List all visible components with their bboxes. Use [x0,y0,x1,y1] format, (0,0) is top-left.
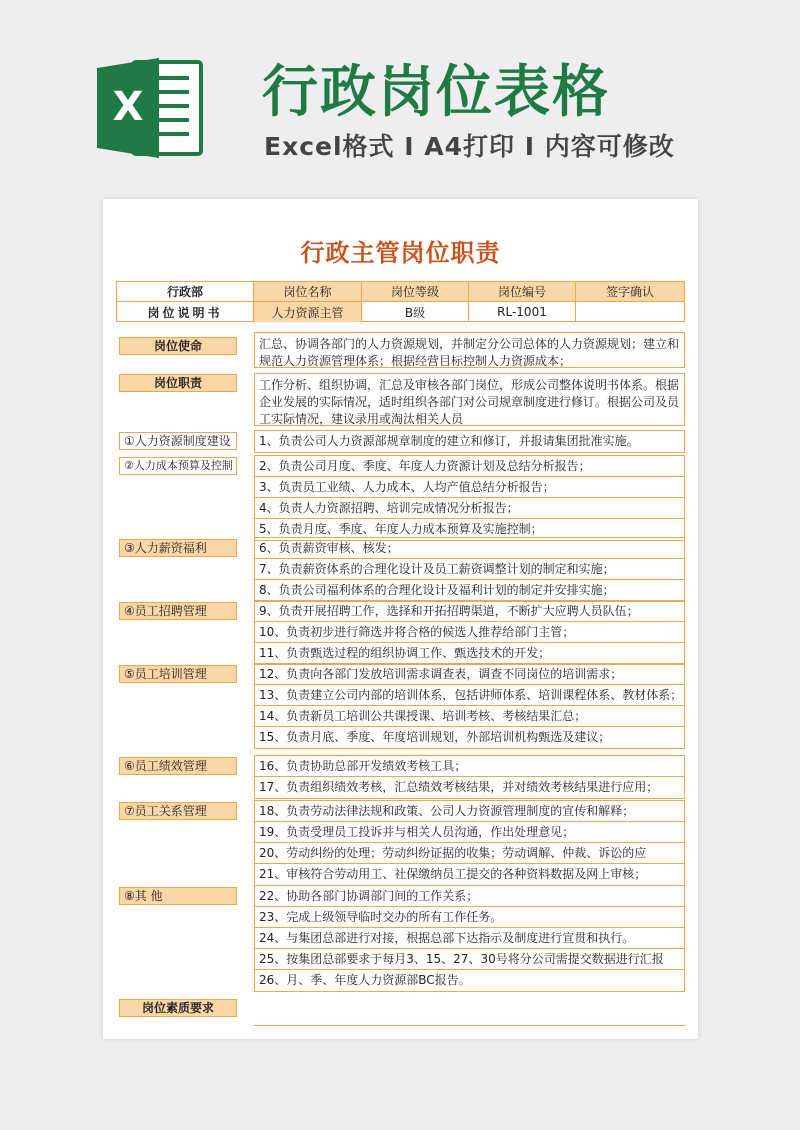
duties-text: 工作分析、组织协调，汇总及审核各部门岗位，形成公司整体说明书体系。根据企业发展的实际情况，适时组织各部门对公司规章制度进行修订。根据公司及员工实际情况，建议录用或淘汰相关人员 [254,373,685,426]
value-signature [576,302,684,322]
banner-subtitle: Excel格式 Ⅰ A4打印 Ⅰ 内容可修改 [264,132,675,161]
list-item: 22、协助各部门协调部门间的工作关系； [255,886,684,907]
requirements-label: 岗位素质要求 [119,999,237,1017]
header-table [116,281,685,322]
document-page [103,199,698,1039]
value-position-code: RL-1001 [469,302,576,322]
section-box-8 [254,885,685,992]
list-item: 6、负责薪资审核、核发； [255,538,684,559]
col-position-name: 岗位名称 [254,282,362,302]
list-item: 1、负责公司人力资源部规章制度的建立和修订，并报请集团批准实施。 [259,434,639,448]
list-item: 23、完成上级领导临时交办的所有工作任务。 [255,907,684,928]
list-item: 15、负责月底、季度、年度培训规划，外部培训机构甄选及建议； [259,730,611,744]
section-box-1 [254,430,685,453]
list-item: 25、按集团总部要求于每月3、15、27、30号将分公司需提交数据进行汇报 [255,949,684,970]
excel-icon [93,52,205,164]
section-box-5 [254,663,685,749]
mission-text: 汇总、协调各部门的人力资源规划，并制定分公司总体的人力资源规划；建立和规范人力资源管理体系；根据经营目标控制人力资源成本； [254,332,685,368]
list-item: 13、负责建立公司内部的培训体系，包括讲师体系、培训课程体系、教材体系； [255,685,684,706]
list-item: 17、负责组织绩效考核，汇总绩效考核结果，并对绩效考核结果进行应用； [259,780,659,794]
banner-title: 行政岗位表格 [262,60,610,125]
list-item: 21、审核符合劳动用工、社保缴纳员工提交的各种资料数据及网上审核； [259,867,647,881]
list-item: 26、月、季、年度人力资源部BC报告。 [259,973,471,987]
section-box-4 [254,600,685,665]
list-item: 24、与集团总部进行对接，根据总部下达指示及制度进行宣贯和执行。 [255,928,684,949]
section-label-6: ⑥员工绩效管理 [119,757,237,775]
header-banner [0,0,800,185]
section-box-2 [254,455,685,541]
section-box-3 [254,537,685,602]
section-label-3: ③人力薪资福利 [119,539,237,557]
value-position-level: B级 [362,302,469,322]
duties-label: 岗位职责 [119,374,237,392]
list-item: 4、负责人力资源招聘、培训完成情况分析报告； [255,498,684,519]
list-item: 19、负责受理员工投诉并与相关人员沟通，作出处理意见； [255,822,684,843]
col-signature: 签字确认 [576,282,684,302]
col-position-level: 岗位等级 [362,282,469,302]
document-title: 行政主管岗位职责 [300,239,501,267]
list-item: 11、负责甄选过程的组织协调工作、甄选技术的开发； [259,646,551,660]
section-box-7 [254,800,685,886]
list-item: 8、负责公司福利体系的合理化设计及福利计划的制定并安排实施； [259,583,615,597]
list-item: 7、负责薪资体系的合理化设计及员工薪资调整计划的制定和实施； [255,559,684,580]
mission-label: 岗位使命 [119,337,237,355]
list-item: 3、负责员工业绩、人力成本、人均产值总结分析报告； [255,477,684,498]
section-label-8: ⑧其 他 [119,887,237,905]
requirements-line [254,1025,685,1026]
section-box-6 [254,755,685,799]
doc-name-cell: 岗位说明书 [117,302,254,322]
section-label-7: ⑦员工关系管理 [119,802,237,820]
section-label-5: ⑤员工培训管理 [119,665,237,683]
excel-icon-letter: X [112,84,144,130]
value-position-name: 人力资源主管 [254,302,362,322]
section-label-2: ②人力成本预算及控制 [119,457,237,475]
list-item: 5、负责月度、季度、年度人力成本预算及实施控制； [259,522,543,536]
col-position-code: 岗位编号 [469,282,576,302]
section-label-4: ④员工招聘管理 [119,602,237,620]
dept-cell: 行政部 [117,282,254,302]
list-item: 20、劳动纠纷的处理；劳动纠纷证据的收集；劳动调解、仲裁、诉讼的应 [255,843,684,864]
list-item: 16、负责协助总部开发绩效考核工具； [255,756,684,777]
list-item: 14、负责新员工培训公共课授课、培训考核、考核结果汇总； [255,706,684,727]
list-item: 10、负责初步进行筛选并将合格的候选人推荐给部门主管； [255,622,684,643]
section-label-1: ①人力资源制度建设 [119,432,237,450]
list-item: 9、负责开展招聘工作，选择和开拓招聘渠道，不断扩大应聘人员队伍； [255,601,684,622]
list-item: 18、负责劳动法律法规和政策、公司人力资源管理制度的宣传和解释； [255,801,684,822]
list-item: 2、负责公司月度、季度、年度人力资源计划及总结分析报告； [255,456,684,477]
list-item: 12、负责向各部门发放培训需求调查表，调查不同岗位的培训需求； [255,664,684,685]
